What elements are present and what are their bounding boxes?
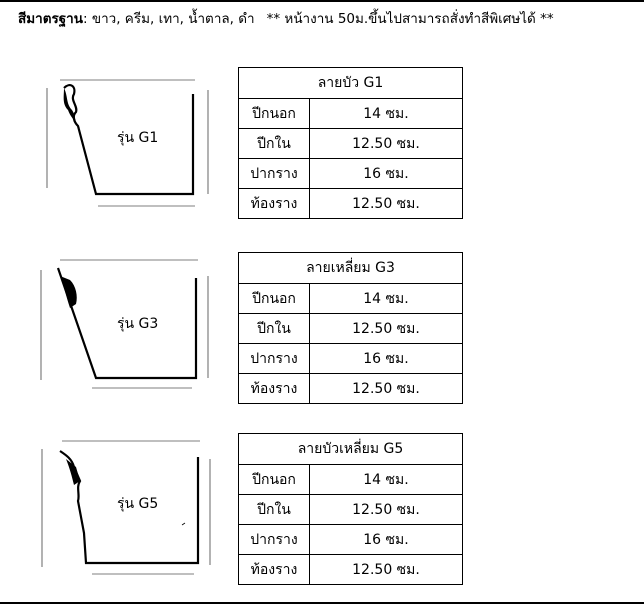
bottom-border: [0, 602, 644, 604]
standard-colors-header: [18, 10, 638, 28]
table-row: ปีกใน 12.50 ซม.: [239, 495, 463, 525]
table-row: ท้องราง 12.50 ซม.: [239, 555, 463, 585]
model-label-g5: รุ่น G5: [117, 496, 159, 512]
spec-table-g5: [238, 433, 463, 585]
top-border: [0, 0, 644, 2]
spec-table-g3: [238, 252, 463, 404]
table-row: ท้องราง 12.50 ซม.: [239, 189, 463, 219]
table-row: ปีกนอก 14 ซม.: [239, 284, 463, 314]
special-color-note: ** หน้างาน 50ม.ขึ้นไปสามารถสั่งทำสีพิเศษได้ **: [266, 11, 554, 27]
standard-colors-label: สีมาตรฐาน: [18, 11, 83, 27]
spec-table-title: ลายบัวเหลี่ยม G5: [239, 434, 463, 465]
spec-table-g1: [238, 67, 463, 219]
table-row: ปีกใน 12.50 ซม.: [239, 129, 463, 159]
standard-colors-list: : ขาว, ครีม, เทา, น้ำตาล, ดำ: [83, 11, 255, 27]
model-label-g1: รุ่น G1: [117, 130, 159, 146]
table-row: ปากราง 16 ซม.: [239, 525, 463, 555]
table-row: ท้องราง 12.50 ซม.: [239, 374, 463, 404]
model-label-g3: รุ่น G3: [117, 316, 159, 332]
table-row: ปากราง 16 ซม.: [239, 159, 463, 189]
table-row: ปีกนอก 14 ซม.: [239, 465, 463, 495]
table-row: ปีกนอก 14 ซม.: [239, 99, 463, 129]
table-row: ปีกใน 12.50 ซม.: [239, 314, 463, 344]
table-row: ปากราง 16 ซม.: [239, 344, 463, 374]
spec-table-title: ลายเหลี่ยม G3: [239, 253, 463, 284]
spec-table-title: ลายบัว G1: [239, 68, 463, 99]
